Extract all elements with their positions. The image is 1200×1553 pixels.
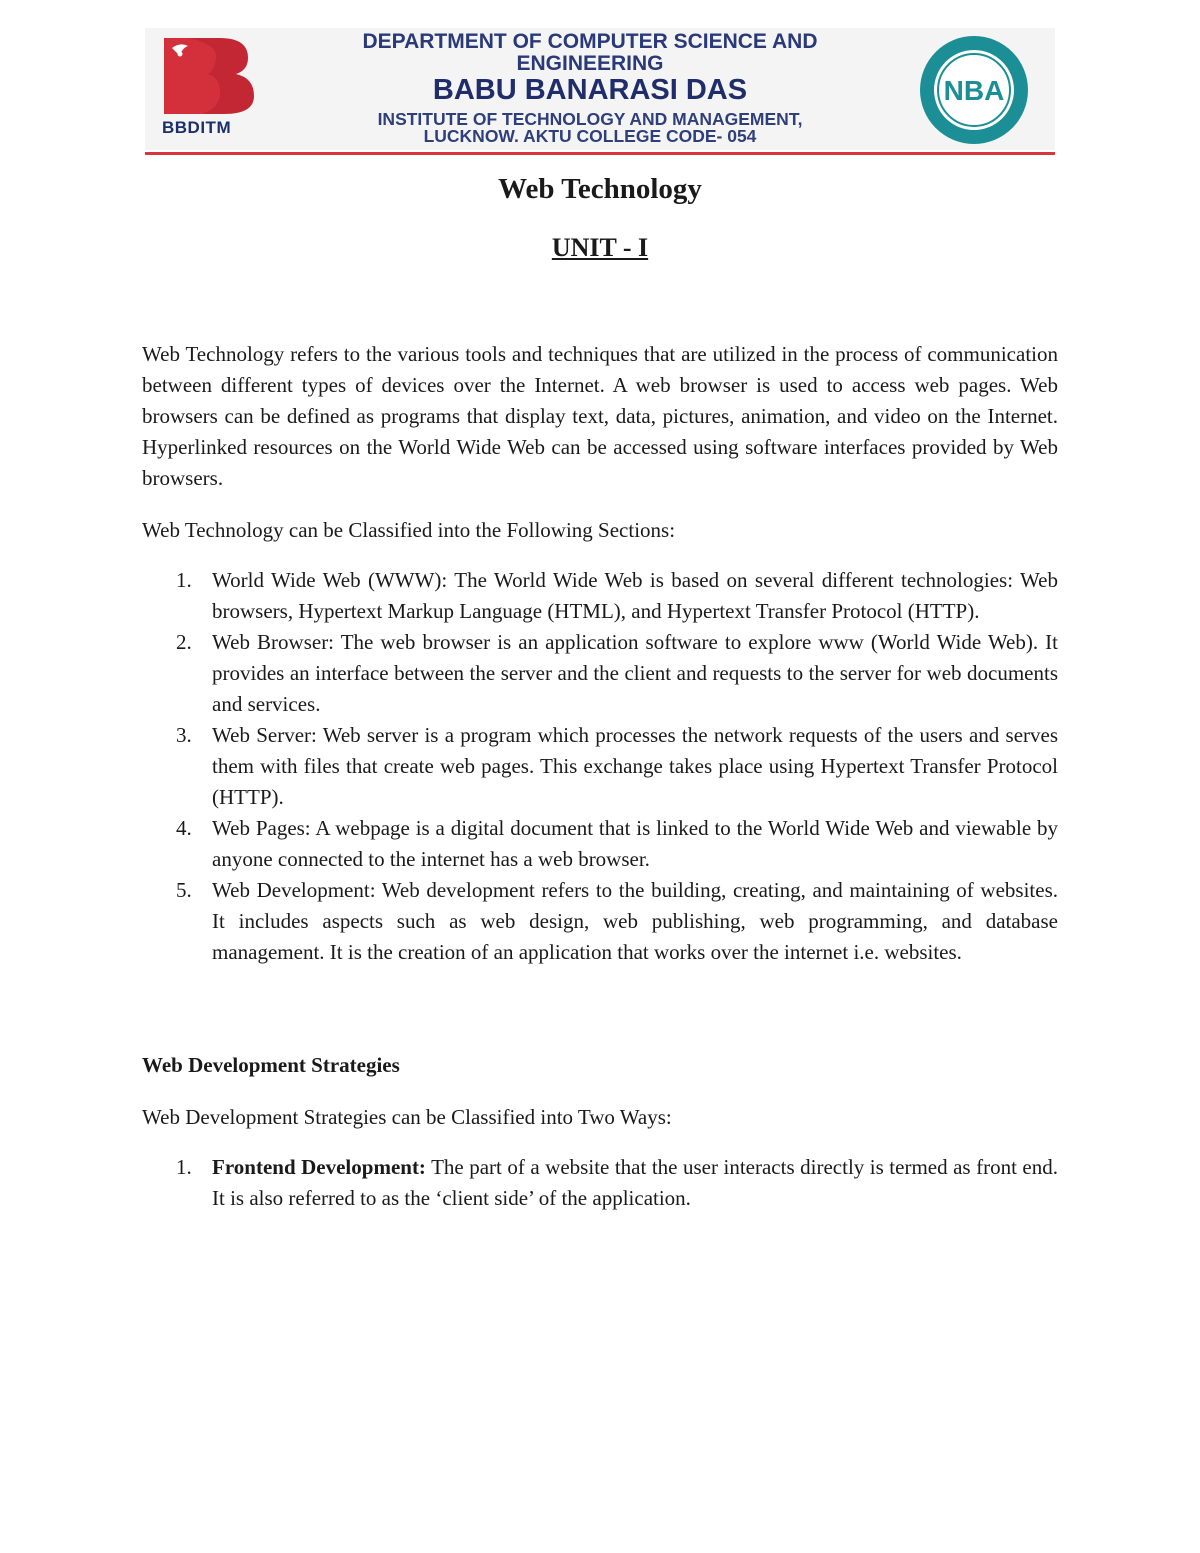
sections-list [142,565,1058,968]
classification-intro: Web Technology can be Classified into the Following Sections: [142,518,676,542]
list-number: 2. [176,630,192,654]
list-item-text: Web Server: Web server is a program which processes the network requests of the users and serves them with files that create web pages. This exchange takes place using Hypertext Transfer Protocol (HTTP). [212,723,1058,809]
strategy-label: Frontend Development: [212,1155,426,1179]
bbditm-logo-label: BBDITM [162,118,232,137]
department-line-2: ENGINEERING [516,52,664,75]
list-number: 1. [176,568,192,592]
institute-line-2: LUCKNOW. AKTU COLLEGE CODE- 054 [423,126,757,146]
list-number: 3. [176,723,192,747]
list-number: 5. [176,878,192,902]
list-item [142,1152,1058,1214]
list-item [142,720,1058,813]
list-item-text: Web Pages: A webpage is a digital document that is linked to the World Wide Web and viewable by anyone connected to the internet has a web browser. [212,816,1058,871]
strategies-list [142,1152,1058,1214]
list-item-text: Web Development: Web development refers to the building, creating, and maintaining of websites. It includes aspects such as web design, web publishing, web programming, and database management. It is the creation of an application that works over the internet i.e. websites. [212,878,1058,964]
list-item [142,875,1058,968]
department-line-1: DEPARTMENT OF COMPUTER SCIENCE AND [362,30,818,53]
svg-text:NBA: NBA [943,75,1005,106]
unit-heading: UNIT - I [551,233,649,262]
list-number: 1. [176,1155,192,1179]
list-item-text: The part of a website that the user interacts directly is termed as front end. It is also referred to as the ‘client side’ of the application. [212,1155,1059,1210]
list-number: 4. [176,816,192,840]
nba-seal-icon [917,34,1031,146]
list-item [142,813,1058,875]
intro-paragraph: Web Technology refers to the various tools and techniques that are utilized in the process of communication between different types of devices over the Internet. A web browser is used to access web pages. Web browsers can be defined as programs that display text, data, pictures, animation, and video on the Internet. Hyperlinked resources on the World Wide Web can be accessed using software interfaces provided by Web browsers. [142,342,1058,490]
bbditm-logo-icon [158,34,258,118]
list-item-text: Web Browser: The web browser is an application software to explore www (World Wide Web). It provides an interface between the server and the client and requests to the server for web documents and services. [212,630,1058,716]
strategies-intro: Web Development Strategies can be Classified into Two Ways: [142,1105,672,1129]
institute-line-1: INSTITUTE OF TECHNOLOGY AND MANAGEMENT, [377,109,803,129]
list-item [142,565,1058,627]
bbditm-logo [158,34,258,142]
strategies-heading: Web Development Strategies [142,1053,400,1077]
document-title: Web Technology [498,173,702,205]
list-item [142,627,1058,720]
header-divider [145,152,1055,155]
nba-accreditation-logo [917,34,1031,146]
institute-name: BABU BANARASI DAS [432,74,748,106]
list-item-text: World Wide Web (WWW): The World Wide Web is based on several different technologies: Web browsers, Hypertext Markup Language (HTML), and Hypertext Transfer Protocol (HTTP). [212,568,1058,623]
